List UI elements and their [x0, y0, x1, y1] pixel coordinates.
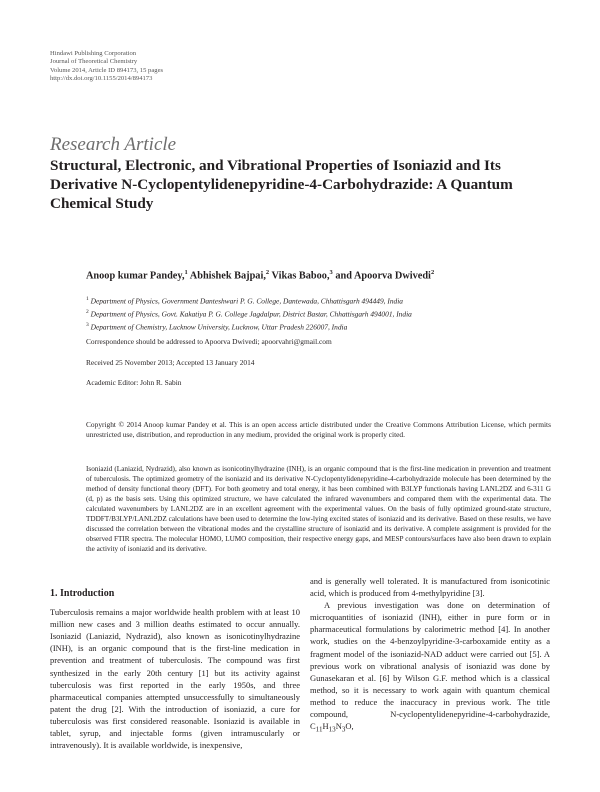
article-type: Research Article	[50, 134, 177, 155]
left-column	[50, 588, 300, 751]
author-name: and Apoorva Dwivedi	[335, 270, 431, 282]
intro-paragraph-continued: and is generally well tolerated. It is manufactured from isonicotinic acid, which is produced from 4-methylpyridine [3].	[310, 576, 550, 599]
journal-name: Journal of Theoretical Chemistry	[50, 58, 138, 66]
author-affiliation-mark: 2	[430, 269, 435, 276]
abstract: Isoniazid (Laniazid, Nydrazid), also known as isonicotinylhydrazine (INH), is an organic compound that is the first-line medication in prevention and treatment of tuberculosis. The optimized geometry of the isoniazid and its derivative N-Cyclopentylidenepyridine-4-carbohydrazide molecule has been determined by the method of density functional theory (DFT). For both geometry and total energy, it has been combined with B3LYP functionals having LANL2DZ and 6-311 G (d, p) as the basis sets. Using this optimized structure, we have calculated the infrared wavenumbers and compared them with the experimental data. The calculated wavenumbers by LANL2DZ are in an excellent agreement with the experimental values. On the basis of fully optimized ground-state structure, TDDFT/B3LYP/LANL2DZ calculations have been used to determine the low-lying excited states of isoniazid and its derivative. Based on these results, we have discussed the correlation between the vibrational modes and the crystalline structure of isoniazid and its derivative. A complete assignment is provided for the observed FTIR spectra. The molecular HOMO, LUMO composition, their respective energy gaps, and MESP contours/surfaces have also been drawn to explain the activity of isoniazid and its derivative.	[86, 465, 551, 554]
author-list	[86, 269, 434, 281]
intro-paragraph: A previous investigation was done on determination of microquantities of isoniazid (INH), either in pure form or in pharmaceutical formulations by calorimetric method [4]. In another work, studies on the 4-benzoylpyridine-3-carboxamide entity as a fragment model of the isoniazid-NAD adduct were carried out [5]. A previous work on vibrational analysis of isoniazid was done by Gunasekaran et al. [6] by Wilson G.F. method which is a classical method, so it is necessary to work again with quantum chemical method to reduce the inaccuracy in previous work. The title compound, N-cyclopentylidenepyridine-4-carbohydrazide, $C_{11}H_{13}N_3O$,	[310, 600, 550, 734]
affiliation-item: $^2$ Department of Physics, Govt. Kakatiya P. G. College Jagdalpur, District Bastar, Chhattisgarh 494001, India	[86, 309, 412, 319]
author-affiliation-mark: 2	[265, 269, 270, 276]
author-name: Abhishek Bajpai,	[189, 270, 266, 282]
intro-paragraph: Tuberculosis remains a major worldwide health problem with at least 10 million new cases and 3 million deaths estimated to occur annually. Isoniazid (Laniazid, Nydrazid), also known as isonicotinylhydrazine (INH), is an organic compound that is the first-line medication in prevention and treatment of tuberculosis. The compound was first synthesized in the early 20th century [1] but its activity against tuberculosis was first reported in the early 1950s, and three pharmaceutical companies attempted unsuccessfully to simultaneously patent the drug [2]. With the introduction of isoniazid, a cure for tuberculosis was first considered reasonable. Isoniazid is available in tablet, syrup, and injectable forms (given intramuscularly or intravenously). It is available worldwide, is inexpensive,	[50, 607, 300, 751]
affiliations	[86, 294, 412, 333]
affiliation-item: $^3$ Department of Chemistry, Lucknow University, Lucknow, Uttar Pradesh 226007, India	[86, 322, 348, 332]
author-affiliation-mark: 3	[329, 269, 333, 276]
copyright-notice: Copyright © 2014 Anoop kumar Pandey et al. This is an open access article distributed under the Creative Commons Attribution License, which permits unrestricted use, distribution, and reproduction in any medium, provided the original work is properly cited.	[86, 420, 551, 439]
right-column	[310, 575, 550, 736]
academic-editor: Academic Editor: John R. Sabin	[86, 378, 182, 387]
author-name: Vikas Baboo,	[271, 270, 330, 282]
publisher: Hindawi Publishing Corporation	[50, 50, 137, 57]
doi-link[interactable]: http://dx.doi.org/10.1155/2014/894173	[50, 75, 153, 83]
author-name: Anoop kumar Pandey,	[86, 270, 185, 282]
publication-info	[50, 50, 163, 84]
volume-info: Volume 2014, Article ID 894173, 15 pages	[50, 66, 164, 74]
chemical-formula: $C_{11}H_{13}N_3O$,	[310, 721, 354, 734]
received-dates: Received 25 November 2013; Accepted 13 January 2014	[86, 358, 255, 367]
article-title: Structural, Electronic, and Vibrational Properties of Isoniazid and Its Derivative N-Cyclopentylidenepyridine-4-Carbohydrazide: A Quantum Chemical Study	[50, 157, 513, 212]
affiliation-item: $^1$ Department of Physics, Government Danteshwari P. G. College, Dantewada, Chhattisgarh 494449, India	[86, 296, 403, 306]
author-affiliation-mark: 1	[184, 269, 188, 276]
section-heading: 1. Introduction	[50, 588, 115, 599]
correspondence: Correspondence should be addressed to Apoorva Dwivedi; apoorvahri@gmail.com	[86, 337, 332, 346]
